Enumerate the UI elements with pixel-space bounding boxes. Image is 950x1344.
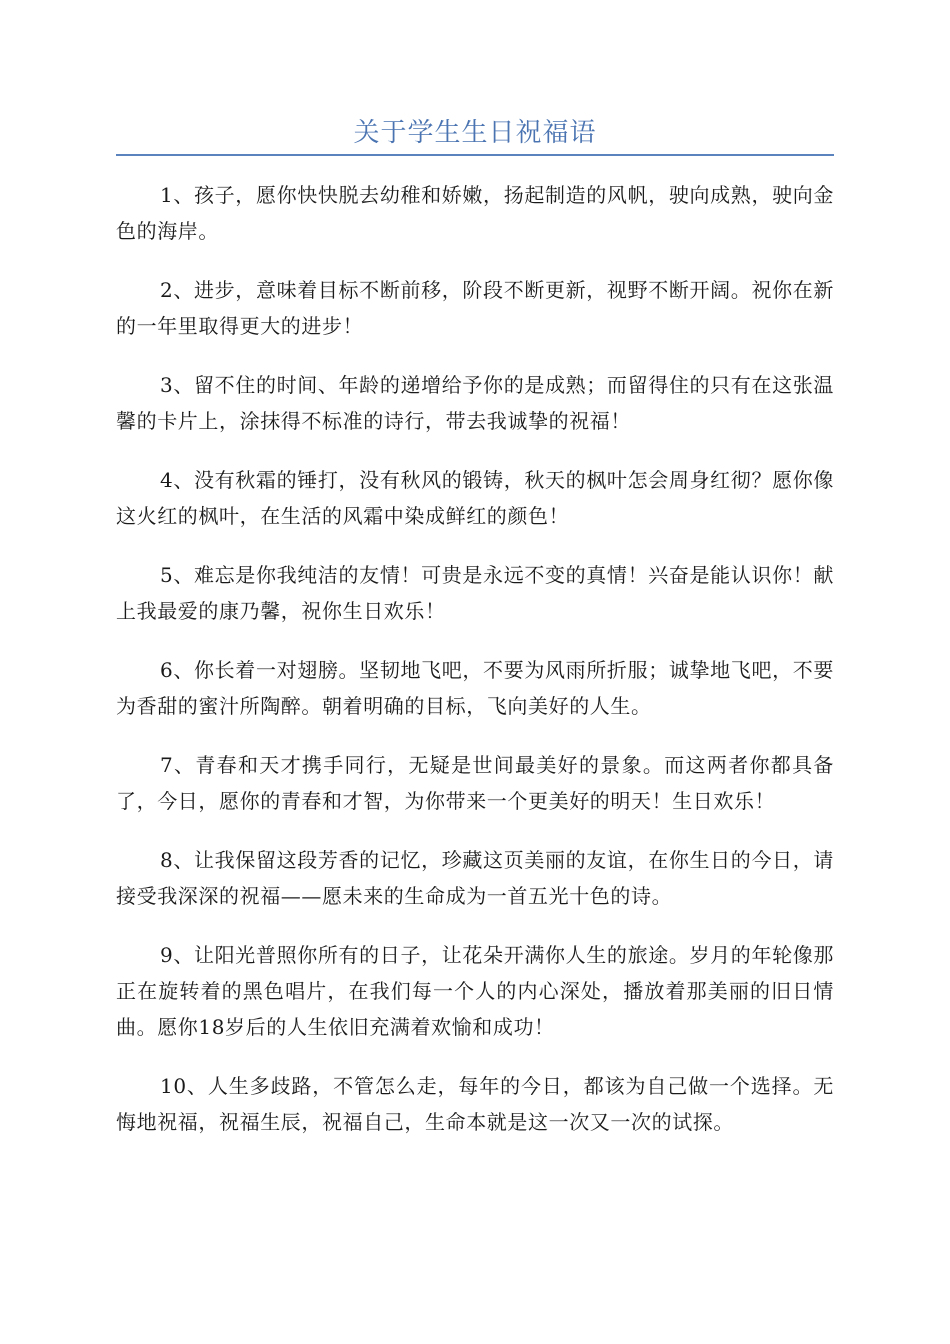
document-page (116, 0, 834, 1163)
wish-paragraph-6: 6、你长着一对翅膀。坚韧地飞吧，不要为风雨所折服；诚挚地飞吧，不要为香甜的蜜汁所陶醉。朝着明确的目标，飞向美好的人生。 (116, 658, 834, 718)
wish-paragraph-7: 7、青春和天才携手同行，无疑是世间最美好的景象。而这两者你都具备了，今日，愿你的青春和才智，为你带来一个更美好的明天！生日欢乐！ (116, 753, 834, 813)
wish-paragraph-10: 10、人生多歧路，不管怎么走，每年的今日，都该为自己做一个选择。无悔地祝福，祝福生辰，祝福自己，生命本就是这一次又一次的试探。 (116, 1074, 834, 1134)
wish-paragraph-1: 1、孩子，愿你快快脱去幼稚和娇嫩，扬起制造的风帆，驶向成熟，驶向金色的海岸。 (116, 183, 834, 243)
wish-paragraph-3: 3、留不住的时间、年龄的递增给予你的是成熟；而留得住的只有在这张温馨的卡片上，涂抹得不标准的诗行，带去我诚挚的祝福！ (116, 373, 834, 433)
wish-paragraph-4: 4、没有秋霜的锤打，没有秋风的锻铸，秋天的枫叶怎会周身红彻？愿你像这火红的枫叶，在生活的风霜中染成鲜红的颜色！ (116, 468, 834, 528)
wish-paragraph-2: 2、进步，意味着目标不断前移，阶段不断更新，视野不断开阔。祝你在新的一年里取得更大的进步！ (116, 278, 834, 338)
title-underline (116, 154, 834, 156)
wish-paragraph-5: 5、难忘是你我纯洁的友情！可贵是永远不变的真情！兴奋是能认识你！献上我最爱的康乃馨，祝你生日欢乐！ (116, 563, 834, 623)
document-title: 关于学生生日祝福语 (353, 118, 597, 148)
wish-paragraph-9: 9、让阳光普照你所有的日子，让花朵开满你人生的旅途。岁月的年轮像那正在旋转着的黑色唱片，在我们每一个人的内心深处，播放着那美丽的旧日情曲。愿你18岁后的人生依旧充满着欢愉和成功！ (116, 943, 834, 1039)
document-body (116, 177, 834, 1140)
wish-paragraph-8: 8、让我保留这段芳香的记忆，珍藏这页美丽的友谊，在你生日的今日，请接受我深深的祝福——愿未来的生命成为一首五光十色的诗。 (116, 848, 834, 908)
